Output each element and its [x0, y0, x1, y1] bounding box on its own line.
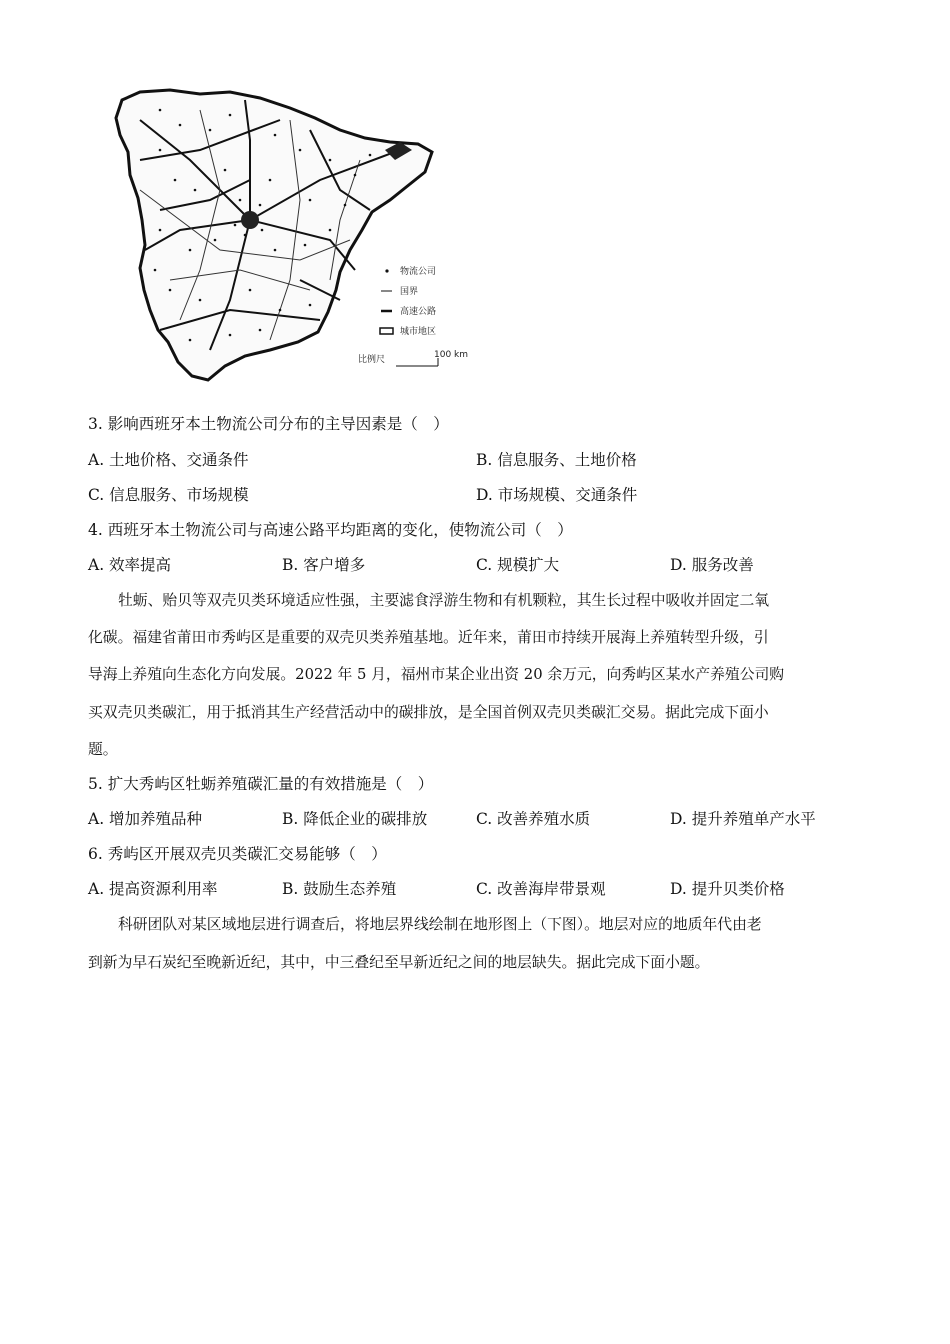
question-5-option-b[interactable]: B. 降低企业的碳排放 — [282, 810, 428, 828]
question-6-option-c[interactable]: C. 改善海岸带景观 — [476, 880, 606, 898]
spain-outline — [116, 90, 432, 380]
legend-scale-value: 100 km — [434, 350, 469, 360]
legend-logistics-company: 物流公司 — [400, 267, 437, 277]
question-6-option-b[interactable]: B. 鼓励生态养殖 — [282, 880, 397, 898]
passage-3-line-2: 到新为早石炭纪至晚新近纪，其中，中三叠纪至早新近纪之间的地层缺失。据此完成下面小题。 — [88, 954, 710, 971]
passage-2-line-1: 牡蛎、贻贝等双壳贝类环境适应性强，主要滤食浮游生物和有机颗粒，其生长过程中吸收并固定二氧 — [118, 592, 770, 609]
question-6-option-a[interactable]: A. 提高资源利用率 — [88, 880, 218, 898]
question-6-option-d[interactable]: D. 提升贝类价格 — [670, 880, 785, 898]
map-legend — [358, 265, 468, 366]
question-5-option-c[interactable]: C. 改善养殖水质 — [476, 810, 591, 828]
passage-2-line-3: 导海上养殖向生态化方向发展。2022 年 5 月，福州市某企业出资 20 余万元，向秀屿区某水产养殖公司购 — [88, 666, 785, 683]
madrid-urban-area — [241, 211, 259, 229]
question-6-stem: 6. 秀屿区开展双壳贝类碳汇交易能够（ ） — [88, 845, 387, 863]
question-3-option-d[interactable]: D. 市场规模、交通条件 — [476, 486, 638, 504]
passage-2-line-5: 题。 — [88, 741, 118, 758]
question-3-option-b[interactable]: B. 信息服务、土地价格 — [476, 451, 637, 469]
question-4-option-d[interactable]: D. 服务改善 — [670, 556, 754, 574]
question-3-option-a[interactable]: A. 土地价格、交通条件 — [88, 451, 249, 469]
legend-urban-area: 城市地区 — [400, 327, 437, 337]
map-svg — [100, 80, 480, 392]
question-4-option-c[interactable]: C. 规模扩大 — [476, 556, 560, 574]
question-3-option-c[interactable]: C. 信息服务、市场规模 — [88, 486, 249, 504]
passage-2-line-2: 化碳。福建省莆田市秀屿区是重要的双壳贝类养殖基地。近年来，莆田市持续开展海上养殖转型升级，引 — [88, 629, 769, 646]
spain-logistics-map — [100, 80, 480, 392]
legend-scale-label: 比例尺 — [358, 355, 386, 365]
passage-2-line-4: 买双壳贝类碳汇，用于抵消其生产经营活动中的碳排放，是全国首例双壳贝类碳汇交易。据此完成下面小 — [88, 704, 769, 721]
question-3-stem: 3. 影响西班牙本土物流公司分布的主导因素是（ ） — [88, 415, 449, 433]
question-5-option-d[interactable]: D. 提升养殖单产水平 — [670, 810, 816, 828]
passage-3-line-1: 科研团队对某区域地层进行调查后，将地层界线绘制在地形图上（下图）。地层对应的地质年代由老 — [118, 916, 762, 933]
legend-border: 国界 — [400, 287, 419, 297]
question-4-option-a[interactable]: A. 效率提高 — [88, 556, 172, 574]
question-5-stem: 5. 扩大秀屿区牡蛎养殖碳汇量的有效措施是（ ） — [88, 775, 434, 793]
legend-highway: 高速公路 — [400, 307, 437, 317]
question-4-option-b[interactable]: B. 客户增多 — [282, 556, 366, 574]
question-5-option-a[interactable]: A. 增加养殖品种 — [88, 810, 203, 828]
question-4-stem: 4. 西班牙本土物流公司与高速公路平均距离的变化，使物流公司（ ） — [88, 521, 573, 539]
